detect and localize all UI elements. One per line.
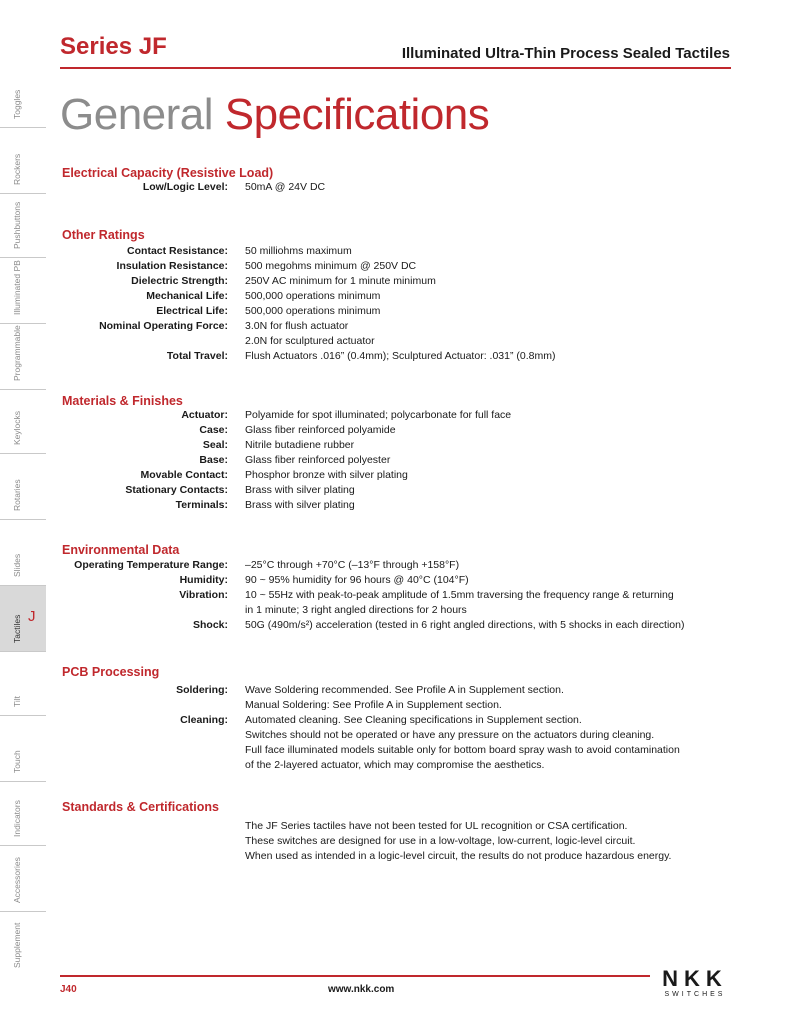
logo-subtext: SWITCHES [664, 991, 726, 998]
spec-value: 50G (490m/s²) acceleration (tested in 6 right angled directions, with 5 shocks in each direction) [245, 619, 685, 631]
spec-row [0, 743, 791, 758]
footer-divider [60, 975, 650, 977]
spec-value: The JF Series tactiles have not been tested for UL recognition or CSA certification. [245, 820, 628, 832]
side-tab-toggles[interactable] [0, 64, 46, 128]
side-tab-label: Accessories [12, 857, 22, 903]
spec-row [0, 349, 791, 364]
section-heading-electrical: Electrical Capacity (Resistive Load) [62, 166, 274, 180]
spec-row [0, 849, 791, 864]
spec-value: Manual Soldering: See Profile A in Supplement section. [245, 699, 502, 711]
spec-row [0, 558, 791, 573]
spec-key: Vibration: [179, 589, 228, 601]
website-link[interactable]: www.nkk.com [328, 984, 395, 995]
spec-row [0, 819, 791, 834]
spec-row [0, 438, 791, 453]
spec-value: Glass fiber reinforced polyester [245, 454, 391, 466]
spec-key: Humidity: [179, 574, 228, 586]
spec-row [0, 319, 791, 334]
spec-row [0, 244, 791, 259]
spec-key: Contact Resistance: [127, 245, 228, 257]
section-heading-materials: Materials & Finishes [62, 394, 183, 408]
spec-key: Total Travel: [166, 350, 228, 362]
spec-list-standards [0, 819, 791, 864]
side-tab-label: Illuminated PB [12, 260, 22, 315]
spec-key: Movable Contact: [140, 469, 228, 481]
spec-row [0, 483, 791, 498]
section-heading-standards: Standards & Certifications [62, 800, 219, 814]
side-tab-label: Keylocks [12, 410, 22, 445]
spec-key: Terminals: [175, 499, 228, 511]
spec-value: Wave Soldering recommended. See Profile A in Supplement section. [245, 684, 564, 696]
spec-value: Polyamide for spot illuminated; polycarbonate for full face [245, 409, 512, 421]
spec-row [0, 683, 791, 698]
spec-row [0, 453, 791, 468]
spec-list-electrical [0, 180, 791, 195]
spec-value: Brass with silver plating [245, 499, 355, 511]
spec-row [0, 603, 791, 618]
spec-key: Case: [199, 424, 228, 436]
spec-row [0, 728, 791, 743]
spec-row [0, 274, 791, 289]
spec-value: Brass with silver plating [245, 484, 355, 496]
spec-value: Flush Actuators .016” (0.4mm); Sculptured Actuator: .031” (0.8mm) [245, 350, 556, 362]
spec-value: Glass fiber reinforced polyamide [245, 424, 396, 436]
spec-key: Operating Temperature Range: [74, 559, 228, 571]
logo-brand: NKK [662, 966, 728, 991]
side-tab-label: Rotaries [12, 479, 22, 511]
nkk-logo [656, 968, 734, 999]
series-title: Series JF [60, 33, 167, 60]
spec-key: Actuator: [181, 409, 228, 421]
spec-row [0, 408, 791, 423]
spec-list-pcb [0, 683, 791, 773]
spec-value: 2.0N for sculptured actuator [245, 335, 375, 347]
spec-key: Electrical Life: [156, 305, 228, 317]
spec-value: Phosphor bronze with silver plating [245, 469, 408, 481]
page-title-part1: General [60, 90, 214, 139]
section-heading-pcb: PCB Processing [62, 665, 160, 679]
spec-list-materials [0, 408, 791, 513]
spec-value: 90 ~ 95% humidity for 96 hours @ 40°C (104°F) [245, 574, 469, 586]
spec-row [0, 573, 791, 588]
spec-value: Automated cleaning. See Cleaning specifications in Supplement section. [245, 714, 582, 726]
spec-row [0, 289, 791, 304]
spec-value: 500,000 operations minimum [245, 305, 381, 317]
spec-key: Nominal Operating Force: [99, 320, 228, 332]
side-tab-label: Supplement [12, 922, 22, 968]
spec-key: Seal: [202, 439, 228, 451]
spec-value: Switches should not be operated or have any pressure on the actuators during cleaning. [245, 729, 655, 741]
spec-key: Base: [199, 454, 228, 466]
spec-key: Dielectric Strength: [131, 275, 228, 287]
spec-value: of the 2-layered actuator, which may compromise the aesthetics. [245, 759, 545, 771]
spec-key: Cleaning: [180, 714, 228, 726]
spec-key: Mechanical Life: [146, 290, 228, 302]
page-title [60, 90, 489, 140]
spec-value: 500,000 operations minimum [245, 290, 381, 302]
spec-row [0, 498, 791, 513]
side-tab-label: Tilt [12, 695, 22, 707]
section-heading-environmental: Environmental Data [62, 543, 180, 557]
spec-row [0, 834, 791, 849]
spec-list-other-ratings [0, 244, 791, 364]
spec-value: 10 ~ 55Hz with peak-to-peak amplitude of 1.5mm traversing the frequency range & returning [245, 589, 674, 601]
spec-key: Soldering: [176, 684, 228, 696]
spec-value: 50mA @ 24V DC [245, 181, 326, 193]
header-divider [60, 67, 731, 69]
spec-value: in 1 minute; 3 right angled directions for 2 hours [245, 604, 467, 616]
spec-row [0, 758, 791, 773]
spec-key: Insulation Resistance: [116, 260, 228, 272]
side-tab-label: Toggles [12, 89, 22, 119]
side-tab-label: Rockers [12, 153, 22, 185]
spec-list-environmental [0, 558, 791, 633]
spec-row [0, 304, 791, 319]
side-tab-supplement[interactable] [0, 912, 46, 976]
spec-value: 3.0N for flush actuator [245, 320, 349, 332]
side-tab-label: Tactiles [12, 614, 22, 643]
side-tab-label: Programmable [12, 325, 22, 381]
spec-row [0, 334, 791, 349]
spec-row [0, 618, 791, 633]
spec-value: These switches are designed for use in a low-voltage, low-current, logic-level circuit. [245, 835, 636, 847]
side-tab-letter: J [28, 608, 36, 625]
side-tab-label: Slides [12, 553, 22, 577]
spec-value: 250V AC minimum for 1 minute minimum [245, 275, 436, 287]
page-subtitle: Illuminated Ultra-Thin Process Sealed Tactiles [401, 45, 730, 62]
spec-row [0, 713, 791, 728]
spec-row [0, 695, 791, 713]
spec-row [0, 468, 791, 483]
spec-key: Stationary Contacts: [125, 484, 228, 496]
spec-row [0, 259, 791, 274]
section-heading-other-ratings: Other Ratings [62, 228, 145, 242]
spec-value: When used as intended in a logic-level circuit, the results do not produce hazardous energy. [245, 850, 672, 862]
side-tab-label: Pushbuttons [12, 201, 22, 249]
spec-value: 50 milliohms maximum [245, 245, 352, 257]
page-title-part2: Specifications [224, 90, 490, 139]
side-tab-label: Indicators [12, 800, 22, 837]
spec-value: 500 megohms minimum @ 250V DC [245, 260, 417, 272]
spec-key: Low/Logic Level: [142, 181, 228, 193]
spec-row [0, 180, 791, 195]
spec-row [0, 588, 791, 603]
side-tab-label: Touch [12, 750, 22, 773]
spec-key: Shock: [192, 619, 228, 631]
page-number: J40 [60, 984, 77, 995]
spec-value: Nitrile butadiene rubber [245, 439, 355, 451]
spec-value: Full face illuminated models suitable only for bottom board spray wash to avoid contamination [245, 744, 680, 756]
spec-value: –25°C through +70°C (–13°F through +158°F) [245, 559, 460, 571]
spec-row [0, 423, 791, 438]
